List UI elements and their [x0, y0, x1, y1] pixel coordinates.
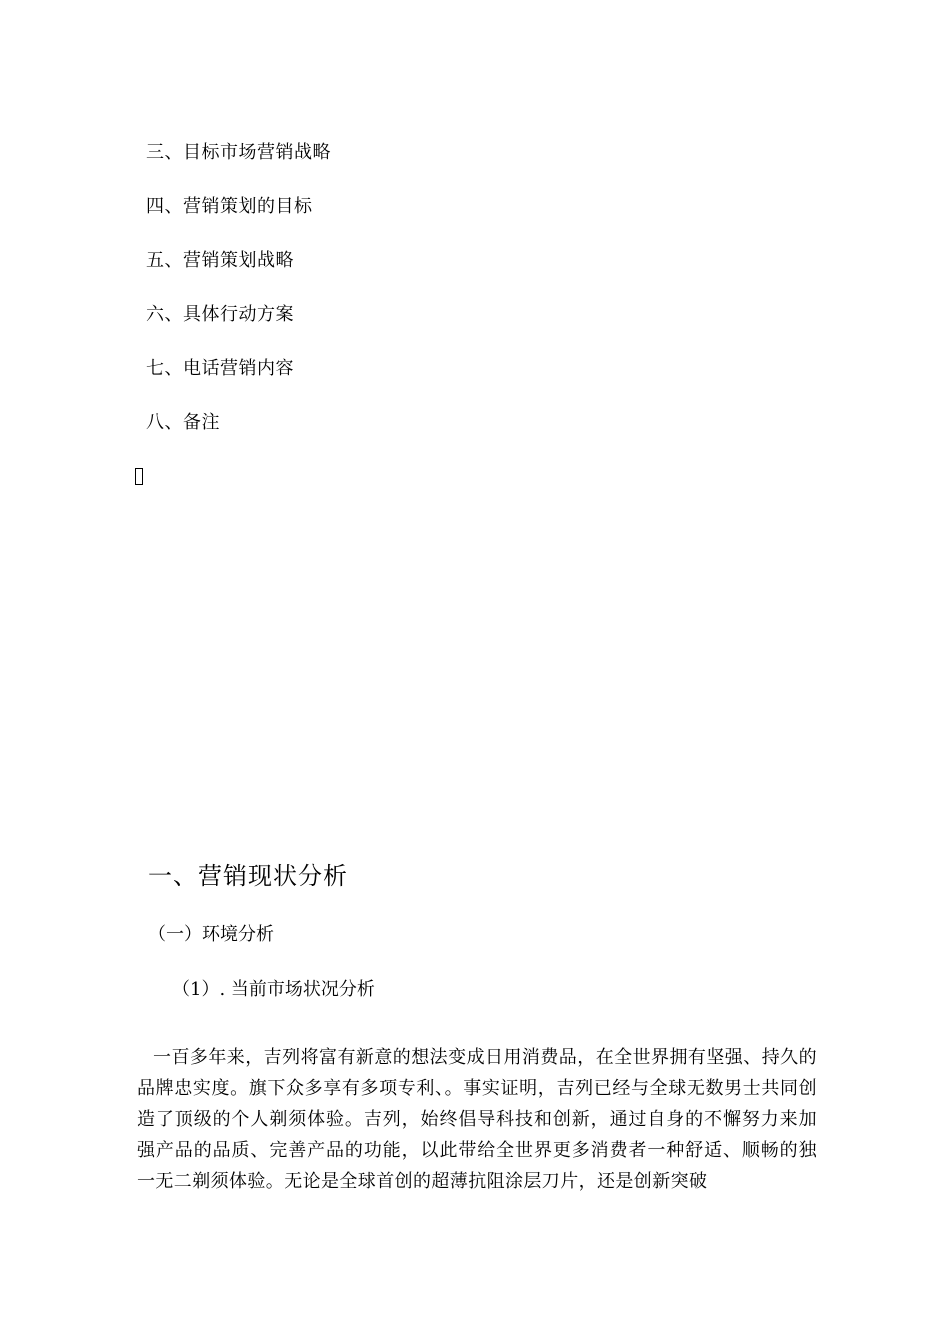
- toc-item-notes: 八、备注: [146, 412, 220, 433]
- toc-item-action-plan: 六、具体行动方案: [146, 304, 294, 325]
- toc-item-telemarketing: 七、电话营销内容: [146, 358, 294, 379]
- body-paragraph: 一百多年来，吉列将富有新意的想法变成日用消费品，在全世界拥有坚强、持久的品牌忠实度。旗下众多享有多项专利、。事实证明，吉列已经与全球无数男士共同创造了顶级的个人剃须体验。吉列，始终倡导科技和创新，通过自身的不懈努力来加强产品的品质、完善产品的功能，以此带给全世界更多消费者一种舒适、顺畅的独一无二剃须体验。无论是全球首创的超薄抗阻涂层刀片，还是创新突破: [137, 1047, 817, 1192]
- sub-subsection-heading: （1）. 当前市场状况分析: [172, 979, 375, 1000]
- section-heading: 一、营销现状分析: [148, 862, 348, 890]
- toc-item-planning-goals: 四、营销策划的目标: [146, 196, 313, 217]
- toc-item-planning-strategy: 五、营销策划战略: [146, 250, 294, 271]
- missing-glyph-box: [135, 468, 143, 485]
- toc-item-target-market-strategy: 三、目标市场营销战略: [146, 142, 331, 163]
- subsection-heading: （一）环境分析: [148, 924, 274, 945]
